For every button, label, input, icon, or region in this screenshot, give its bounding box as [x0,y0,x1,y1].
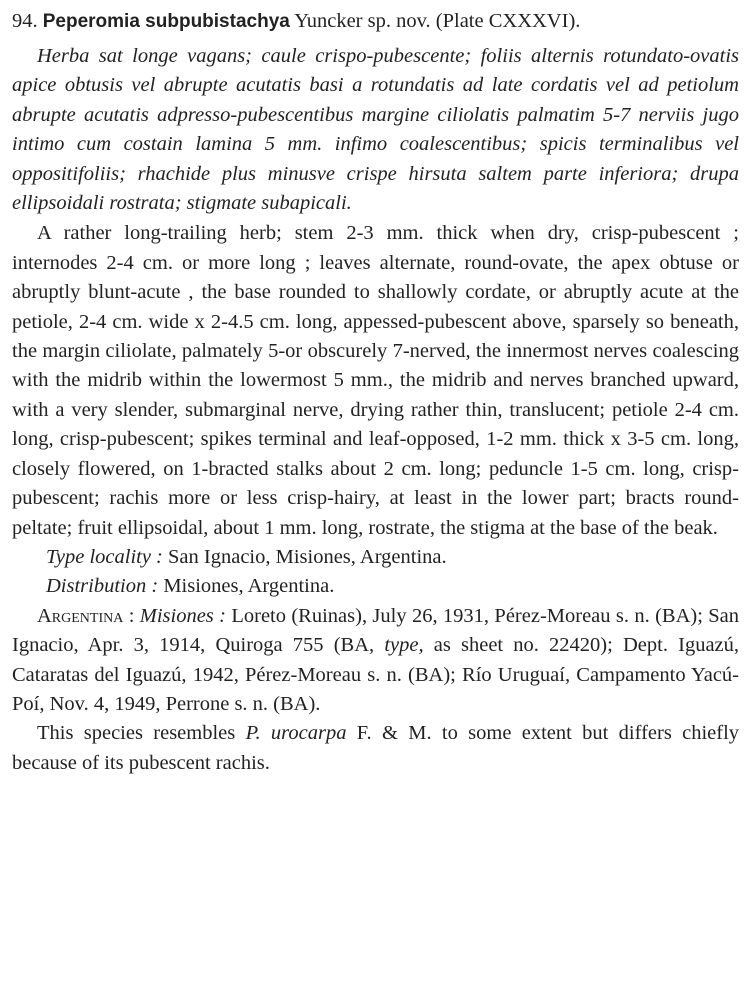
type-locality [12,543,739,572]
species-name: Peperomia subpubistachya [42,11,290,32]
distribution-label: Distribution : [46,575,159,598]
specimens-type-word: type, [384,634,424,657]
specimens-country: Argentina : [37,604,135,627]
closing-species-ref: P. urocarpa [245,722,347,745]
type-locality-label: Type locality : [46,545,163,568]
species-number: 94. [12,10,38,32]
distribution-value: Misiones, Argentina. [163,575,335,598]
distribution [12,572,739,601]
closing-after: F. & M. to some extent but differs chiefly because of its pubescent rachis. [12,722,740,774]
species-authority: Yuncker sp. nov. (Plate CXXXVI). [294,10,581,32]
type-locality-value: San Ignacio, Misiones, Argentina. [168,545,447,568]
closing-remark [12,719,739,778]
english-description: A rather long-trailing herb; stem 2-3 mm. thick when dry, crisp-pubescent ; internodes 2-4 cm. or more long ; leaves alternate, round-ovate, the apex obtuse or abruptly blunt-acute , the base rounded to shallowly cordate, or abruptly acute at the petiole, 2-4 cm. wide x 2-4.5 cm. long, appessed-pubescent above, sparsely so beneath, the margin ciliolate, palmately 5-or obscurely 7-nerved, the innermost nerves coalescing with the midrib within the lowermost 5 mm., the midrib and nerves branched upward, with a very slender, submarginal nerve, drying rather thin, translucent; petiole 2-4 cm. long, crisp-pubescent; spikes terminal and leaf-opposed, 1-2 mm. thick x 3-5 cm. long, closely flowered, on 1-bracted stalks about 2 cm. long; peduncle 1-5 cm. long, crisp-pubescent; rachis more or less crisp-hairy, at least in the lower part; bracts round-peltate; fruit ellipsoidal, about 1 mm. long, rostrate, the stigma at the base of the beak. [12,222,739,539]
specimens-text-part1: Loreto (Ruinas), July 26, 1931, Pérez-Moreau s. n. (BA); San Ignacio, Apr. 3, 1914, Quiroga 755 (BA, [12,604,740,657]
latin-description: Herba sat longe vagans; caule crispo-pubescente; foliis alternis rotundato-ovatis apice obtusis vel abrupte acutatis basi a rotundatis ad late cordatis vel ad petiolum abrupte acutatis adpresso-pubescentibus margine ciliolatis palmatim 5-7 nerviis jugo intimo cum costain lamina 5 mm. infimo coalescentibus; spicis terminalibus vel oppositifoliis; rhachide plus minusve crispe hirsuta saltem parte inferiora; drupa ellipsoidali rostrata; stigmate subapicali. [12,45,739,215]
specimens-province: Misiones : [139,604,226,627]
specimens-text-part2: as sheet no. 22420); Dept. Iguazú, Cataratas del Iguazú, 1942, Pérez-Moreau s. n. (BA); Río Uruguaí, Campamento Yacú-Poí, Nov. 4, 1949, Perrone s. n. (BA). [12,634,740,715]
closing-before: This species resembles [37,722,236,745]
specimens-cited [12,602,739,720]
species-heading [12,4,739,39]
document-page [12,4,739,778]
